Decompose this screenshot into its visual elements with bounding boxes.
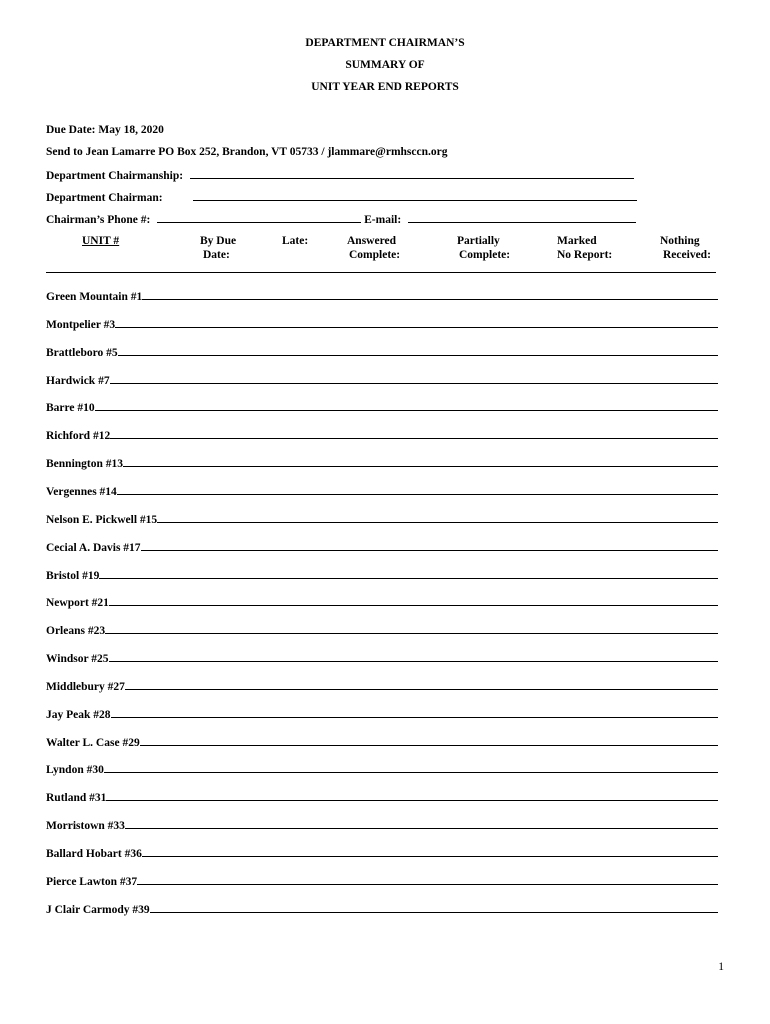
col-marked bbox=[557, 234, 612, 262]
unit-row bbox=[46, 317, 718, 331]
unit-row bbox=[46, 345, 718, 359]
chairmanship-blank[interactable] bbox=[190, 168, 634, 179]
unit-blank-line[interactable] bbox=[115, 317, 718, 328]
phone-label: Chairman’s Phone #: bbox=[46, 214, 151, 226]
unit-row bbox=[46, 762, 718, 776]
title-line-2: SUMMARY OF bbox=[345, 59, 425, 71]
unit-label: Bennington #13 bbox=[46, 458, 124, 471]
unit-label: Barre #10 bbox=[46, 402, 95, 415]
chairman-blank[interactable] bbox=[193, 190, 637, 201]
unit-label: Newport #21 bbox=[46, 597, 109, 610]
unit-blank-line[interactable] bbox=[125, 679, 718, 690]
col-nothing-line1: Nothing bbox=[660, 235, 700, 247]
unit-label: Richford #12 bbox=[46, 430, 111, 443]
unit-label: Lyndon #30 bbox=[46, 764, 104, 777]
unit-blank-line[interactable] bbox=[105, 623, 718, 634]
unit-row bbox=[46, 818, 718, 832]
send-to: Send to Jean Lamarre PO Box 252, Brandon, VT 05733 / jlammare@rmhsccn.org bbox=[46, 146, 448, 158]
unit-blank-line[interactable] bbox=[109, 595, 718, 606]
unit-row bbox=[46, 595, 718, 609]
unit-row bbox=[46, 428, 718, 442]
unit-row bbox=[46, 679, 718, 693]
unit-blank-line[interactable] bbox=[118, 345, 718, 356]
unit-label: Pierce Lawton #37 bbox=[46, 875, 138, 888]
col-partially bbox=[457, 234, 510, 262]
col-by-due-line2: Date: bbox=[203, 249, 230, 261]
unit-row bbox=[46, 568, 718, 582]
col-partially-line2: Complete: bbox=[459, 249, 511, 261]
unit-blank-line[interactable] bbox=[141, 540, 718, 551]
col-marked-line2: No Report: bbox=[557, 249, 613, 261]
unit-blank-line[interactable] bbox=[142, 846, 718, 857]
unit-blank-line[interactable] bbox=[111, 707, 718, 718]
header-divider bbox=[46, 272, 716, 273]
title-line-1: DEPARTMENT CHAIRMAN’S bbox=[305, 37, 465, 49]
chairmanship-label: Department Chairmanship: bbox=[46, 170, 184, 182]
col-by-due bbox=[200, 234, 236, 262]
unit-label: Bristol #19 bbox=[46, 569, 100, 582]
chairman-label: Department Chairman: bbox=[46, 192, 163, 204]
unit-label: Green Mountain #1 bbox=[46, 291, 143, 303]
unit-row bbox=[46, 512, 718, 526]
unit-blank-line[interactable] bbox=[142, 289, 718, 300]
col-nothing bbox=[660, 234, 711, 262]
unit-row bbox=[46, 707, 718, 721]
page-number: 1 bbox=[718, 961, 724, 973]
phone-blank[interactable] bbox=[157, 212, 361, 223]
unit-blank-line[interactable] bbox=[106, 790, 718, 801]
unit-row bbox=[46, 846, 718, 860]
unit-blank-line[interactable] bbox=[99, 568, 718, 579]
unit-blank-line[interactable] bbox=[137, 874, 718, 885]
unit-row bbox=[46, 540, 718, 554]
title-line-3: UNIT YEAR END REPORTS bbox=[311, 81, 459, 93]
col-answered bbox=[347, 234, 400, 262]
unit-row bbox=[46, 400, 718, 414]
unit-label: Montpelier #3 bbox=[46, 318, 116, 331]
unit-label: Vergennes #14 bbox=[46, 485, 117, 498]
unit-label: Rutland #31 bbox=[46, 792, 107, 805]
col-nothing-line2: Received: bbox=[663, 249, 711, 261]
unit-label: Brattleboro #5 bbox=[46, 346, 118, 359]
unit-blank-line[interactable] bbox=[110, 373, 718, 384]
unit-blank-line[interactable] bbox=[110, 428, 718, 439]
unit-blank-line[interactable] bbox=[104, 762, 718, 773]
unit-label: Jay Peak #28 bbox=[46, 708, 111, 721]
unit-blank-line[interactable] bbox=[109, 651, 718, 662]
col-unit: UNIT # bbox=[82, 235, 120, 247]
col-answered-line1: Answered bbox=[347, 235, 396, 247]
contact-field bbox=[46, 212, 636, 226]
chairman-field bbox=[46, 190, 637, 204]
unit-row bbox=[46, 790, 718, 804]
unit-row bbox=[46, 484, 718, 498]
unit-label: J Clair Carmody #39 bbox=[46, 903, 150, 916]
unit-label: Windsor #25 bbox=[46, 653, 109, 666]
unit-row bbox=[46, 902, 718, 916]
email-label: E-mail: bbox=[364, 214, 402, 226]
due-date: Due Date: May 18, 2020 bbox=[46, 124, 164, 136]
unit-blank-line[interactable] bbox=[150, 902, 718, 913]
unit-row bbox=[46, 651, 718, 665]
unit-label: Walter L. Case #29 bbox=[46, 736, 140, 749]
col-partially-line1: Partially bbox=[457, 235, 500, 247]
unit-row bbox=[46, 735, 718, 749]
unit-row bbox=[46, 373, 718, 387]
unit-label: Middlebury #27 bbox=[46, 680, 125, 693]
unit-blank-line[interactable] bbox=[140, 735, 718, 746]
unit-row bbox=[46, 874, 718, 888]
unit-label: Ballard Hobart #36 bbox=[46, 848, 142, 860]
unit-blank-line[interactable] bbox=[117, 484, 718, 495]
unit-blank-line[interactable] bbox=[157, 512, 718, 523]
unit-row bbox=[46, 623, 718, 637]
chairmanship-field bbox=[46, 168, 634, 182]
unit-label: Hardwick #7 bbox=[46, 374, 110, 387]
unit-row bbox=[46, 456, 718, 470]
unit-label: Orleans #23 bbox=[46, 625, 106, 638]
col-marked-line1: Marked bbox=[557, 235, 597, 247]
col-late: Late: bbox=[282, 235, 309, 247]
unit-label: Cecial A. Davis #17 bbox=[46, 541, 141, 554]
col-by-due-line1: By Due bbox=[200, 235, 237, 247]
col-answered-line2: Complete: bbox=[349, 249, 401, 261]
email-blank[interactable] bbox=[408, 212, 636, 223]
unit-blank-line[interactable] bbox=[123, 456, 718, 467]
unit-row bbox=[46, 289, 718, 303]
unit-blank-line[interactable] bbox=[125, 818, 718, 829]
unit-label: Nelson E. Pickwell #15 bbox=[46, 513, 158, 526]
unit-blank-line[interactable] bbox=[95, 400, 718, 411]
unit-label: Morristown #33 bbox=[46, 820, 125, 833]
